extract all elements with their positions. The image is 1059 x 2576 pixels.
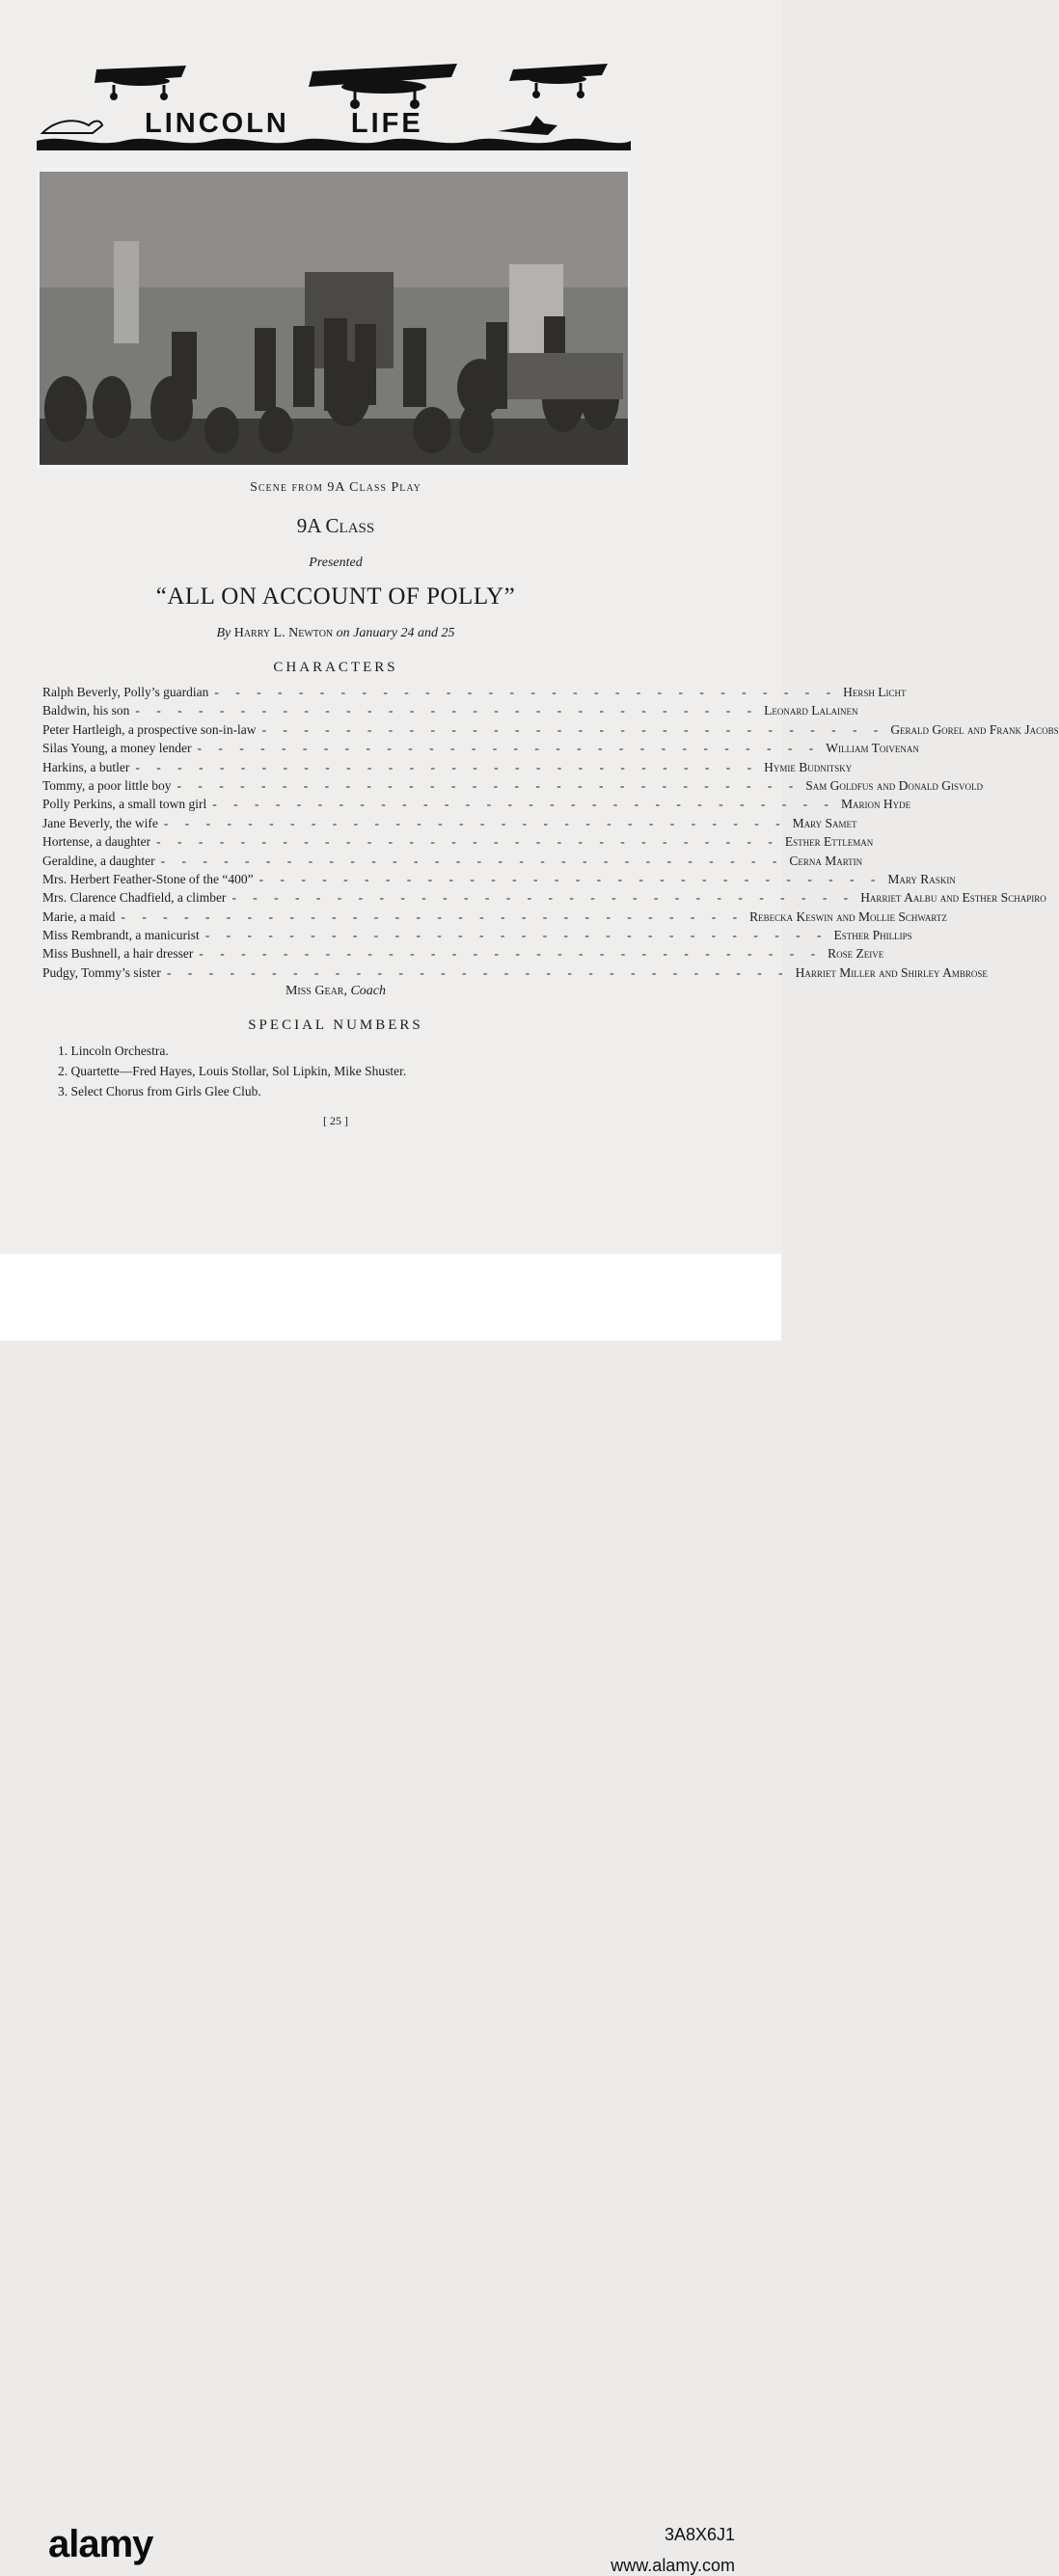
leader-dots: - - - - - - - - - - - - - - - - - - - - - - - - - - - - - - — [176, 777, 801, 793]
class-heading: 9A Class — [296, 514, 375, 537]
leader-dots: - - - - - - - - - - - - - - - - - - - - - - - - - - - - - - — [135, 759, 759, 774]
alamy-logo: alamy — [48, 2523, 153, 2565]
cast-actor: Harriet Miller and Shirley Ambrose — [795, 964, 988, 980]
cast-actor: Esther Phillips — [833, 928, 912, 943]
cast-actor: Hymie Budnitsky — [764, 759, 853, 774]
cast-row — [42, 759, 853, 778]
cast-role: Miss Bushnell, a hair dresser — [42, 946, 194, 962]
stock-watermark-bar — [0, 1254, 781, 2575]
cast-role: Silas Young, a money lender — [42, 741, 192, 756]
cast-row — [42, 834, 874, 853]
cast-role: Hortense, a daughter — [42, 834, 151, 850]
cast-role: Pudgy, Tommy’s sister — [42, 964, 161, 980]
leader-dots: - - - - - - - - - - - - - - - - - - - - - - - - - - - - - - — [163, 815, 787, 830]
coach-line — [39, 984, 633, 999]
characters-heading: CHARACTERS — [273, 660, 398, 675]
back-doorway — [305, 272, 394, 368]
cast-actor: Esther Ettleman — [784, 834, 874, 850]
play-title: “ALL ON ACCOUNT OF POLLY” — [155, 583, 516, 610]
leader-dots: - - - - - - - - - - - - - - - - - - - - - - - - - - - - - - — [166, 964, 790, 980]
photo-caption: Scene from 9A Class Play — [250, 480, 421, 495]
byline-author: Harry L. Newton — [233, 626, 334, 640]
wave-band — [37, 139, 631, 150]
cast-row — [42, 777, 984, 797]
leader-dots: - - - - - - - - - - - - - - - - - - - - - - - - - - - - - - — [199, 946, 823, 962]
cast-row — [42, 685, 907, 703]
cast-row — [42, 871, 956, 890]
cast-row — [42, 908, 947, 928]
cast-row — [42, 928, 912, 946]
stock-image-id: 3A8X6J1 — [664, 2525, 735, 2544]
cast-row — [42, 946, 884, 964]
byline-by: By — [216, 626, 231, 640]
cast-row — [42, 964, 988, 984]
cast-role: Harkins, a butler — [42, 759, 130, 774]
class-play-photo — [37, 168, 631, 469]
leader-dots: - - - - - - - - - - - - - - - - - - - - - - - - - - - - - - — [121, 908, 745, 924]
list-item: 2. Quartette—Fred Hayes, Louis Stollar, Sol Lipkin, Mike Shuster. — [58, 1064, 407, 1078]
page-number: [ 25 ] — [323, 1114, 348, 1127]
special-numbers-heading: SPECIAL NUMBERS — [248, 1017, 423, 1033]
cast-actor: Harriet Aalbu and Esther Schapiro — [860, 890, 1046, 906]
cast-role: Geraldine, a daughter — [42, 853, 155, 868]
biplane-center-icon — [309, 64, 457, 109]
byline-dates: on January 24 and 25 — [336, 626, 455, 640]
leader-dots: - - - - - - - - - - - - - - - - - - - - - - - - - - - - - - — [212, 797, 835, 812]
list-item: 3. Select Chorus from Girls Glee Club. — [58, 1084, 261, 1098]
biplane-left-icon — [95, 66, 186, 100]
masthead-title — [145, 108, 423, 140]
cast-role: Ralph Beverly, Polly’s guardian — [42, 685, 209, 699]
cast-role: Tommy, a poor little boy — [42, 777, 172, 793]
cast-actor: William Toivenan — [826, 741, 919, 756]
leader-dots: - - - - - - - - - - - - - - - - - - - - - - - - - - - - - - — [160, 853, 784, 868]
cast-row — [42, 797, 911, 815]
cast-actor: Rebecka Keswin and Mollie Schwartz — [749, 908, 947, 924]
list-item: 1. Lincoln Orchestra. — [58, 1044, 169, 1058]
cast-actor: Gerald Gorel and Frank Jacobs — [890, 721, 1059, 737]
cast-role: Mrs. Clarence Chadfield, a climber — [42, 890, 227, 906]
cast-role: Miss Rembrandt, a manicurist — [42, 928, 200, 943]
special-numbers-list — [58, 1044, 406, 1104]
cast-role: Polly Perkins, a small town girl — [42, 797, 207, 812]
swan-left-icon — [42, 121, 102, 133]
biplane-right-icon — [509, 64, 608, 98]
leader-dots: - - - - - - - - - - - - - - - - - - - - - - - - - - - - - - — [231, 890, 855, 906]
cast-row — [42, 890, 1046, 908]
cast-actor: Hersh Licht — [843, 685, 907, 699]
ship-right-icon — [498, 116, 557, 135]
masthead-word-life: LIFE — [350, 108, 423, 139]
cast-row — [42, 741, 919, 759]
leader-dots: - - - - - - - - - - - - - - - - - - - - - - - - - - - - - - — [204, 928, 828, 943]
cast-row — [42, 853, 863, 872]
cast-actor: Mary Samet — [792, 815, 857, 830]
cast-row — [42, 703, 858, 721]
leader-dots: - - - - - - - - - - - - - - - - - - - - - - - - - - - - - - — [261, 721, 885, 737]
cast-actor: Mary Raskin — [887, 871, 956, 886]
leader-dots: - - - - - - - - - - - - - - - - - - - - - - - - - - - - - - — [156, 834, 779, 850]
cast-actor: Marion Hyde — [841, 797, 911, 812]
leader-dots: - - - - - - - - - - - - - - - - - - - - - - - - - - - - - - — [258, 871, 882, 886]
yearbook-page — [0, 0, 1059, 1254]
coach-title: Coach — [350, 984, 387, 998]
cast-role: Jane Beverly, the wife — [42, 815, 158, 830]
byline — [39, 626, 633, 641]
cast-role: Baldwin, his son — [42, 703, 130, 719]
cast-list — [42, 685, 1059, 984]
window-shape — [114, 241, 139, 343]
cast-role: Peter Hartleigh, a prospective son-in-law — [42, 721, 257, 737]
leader-dots: - - - - - - - - - - - - - - - - - - - - - - - - - - - - - - — [214, 685, 838, 699]
cast-role: Mrs. Herbert Feather-Stone of the “400” — [42, 871, 254, 886]
leader-dots: - - - - - - - - - - - - - - - - - - - - - - - - - - - - - - — [135, 703, 759, 719]
cast-actor: Sam Goldfus and Donald Gisvold — [805, 777, 984, 793]
masthead-word-lincoln: LINCOLN — [145, 108, 289, 139]
cast-actor: Cerna Martin — [789, 853, 863, 868]
cast-actor: Leonard Lalainen — [764, 703, 858, 719]
cast-role: Marie, a maid — [42, 908, 116, 924]
leader-dots: - - - - - - - - - - - - - - - - - - - - - - - - - - - - - - — [197, 741, 821, 756]
stock-url: www.alamy.com — [611, 2556, 735, 2575]
cast-actor: Rose Zeive — [828, 946, 884, 962]
coach-name: Miss Gear, — [285, 984, 347, 998]
presented-label: Presented — [309, 556, 363, 570]
cast-row — [42, 721, 1059, 741]
cast-row — [42, 815, 857, 834]
